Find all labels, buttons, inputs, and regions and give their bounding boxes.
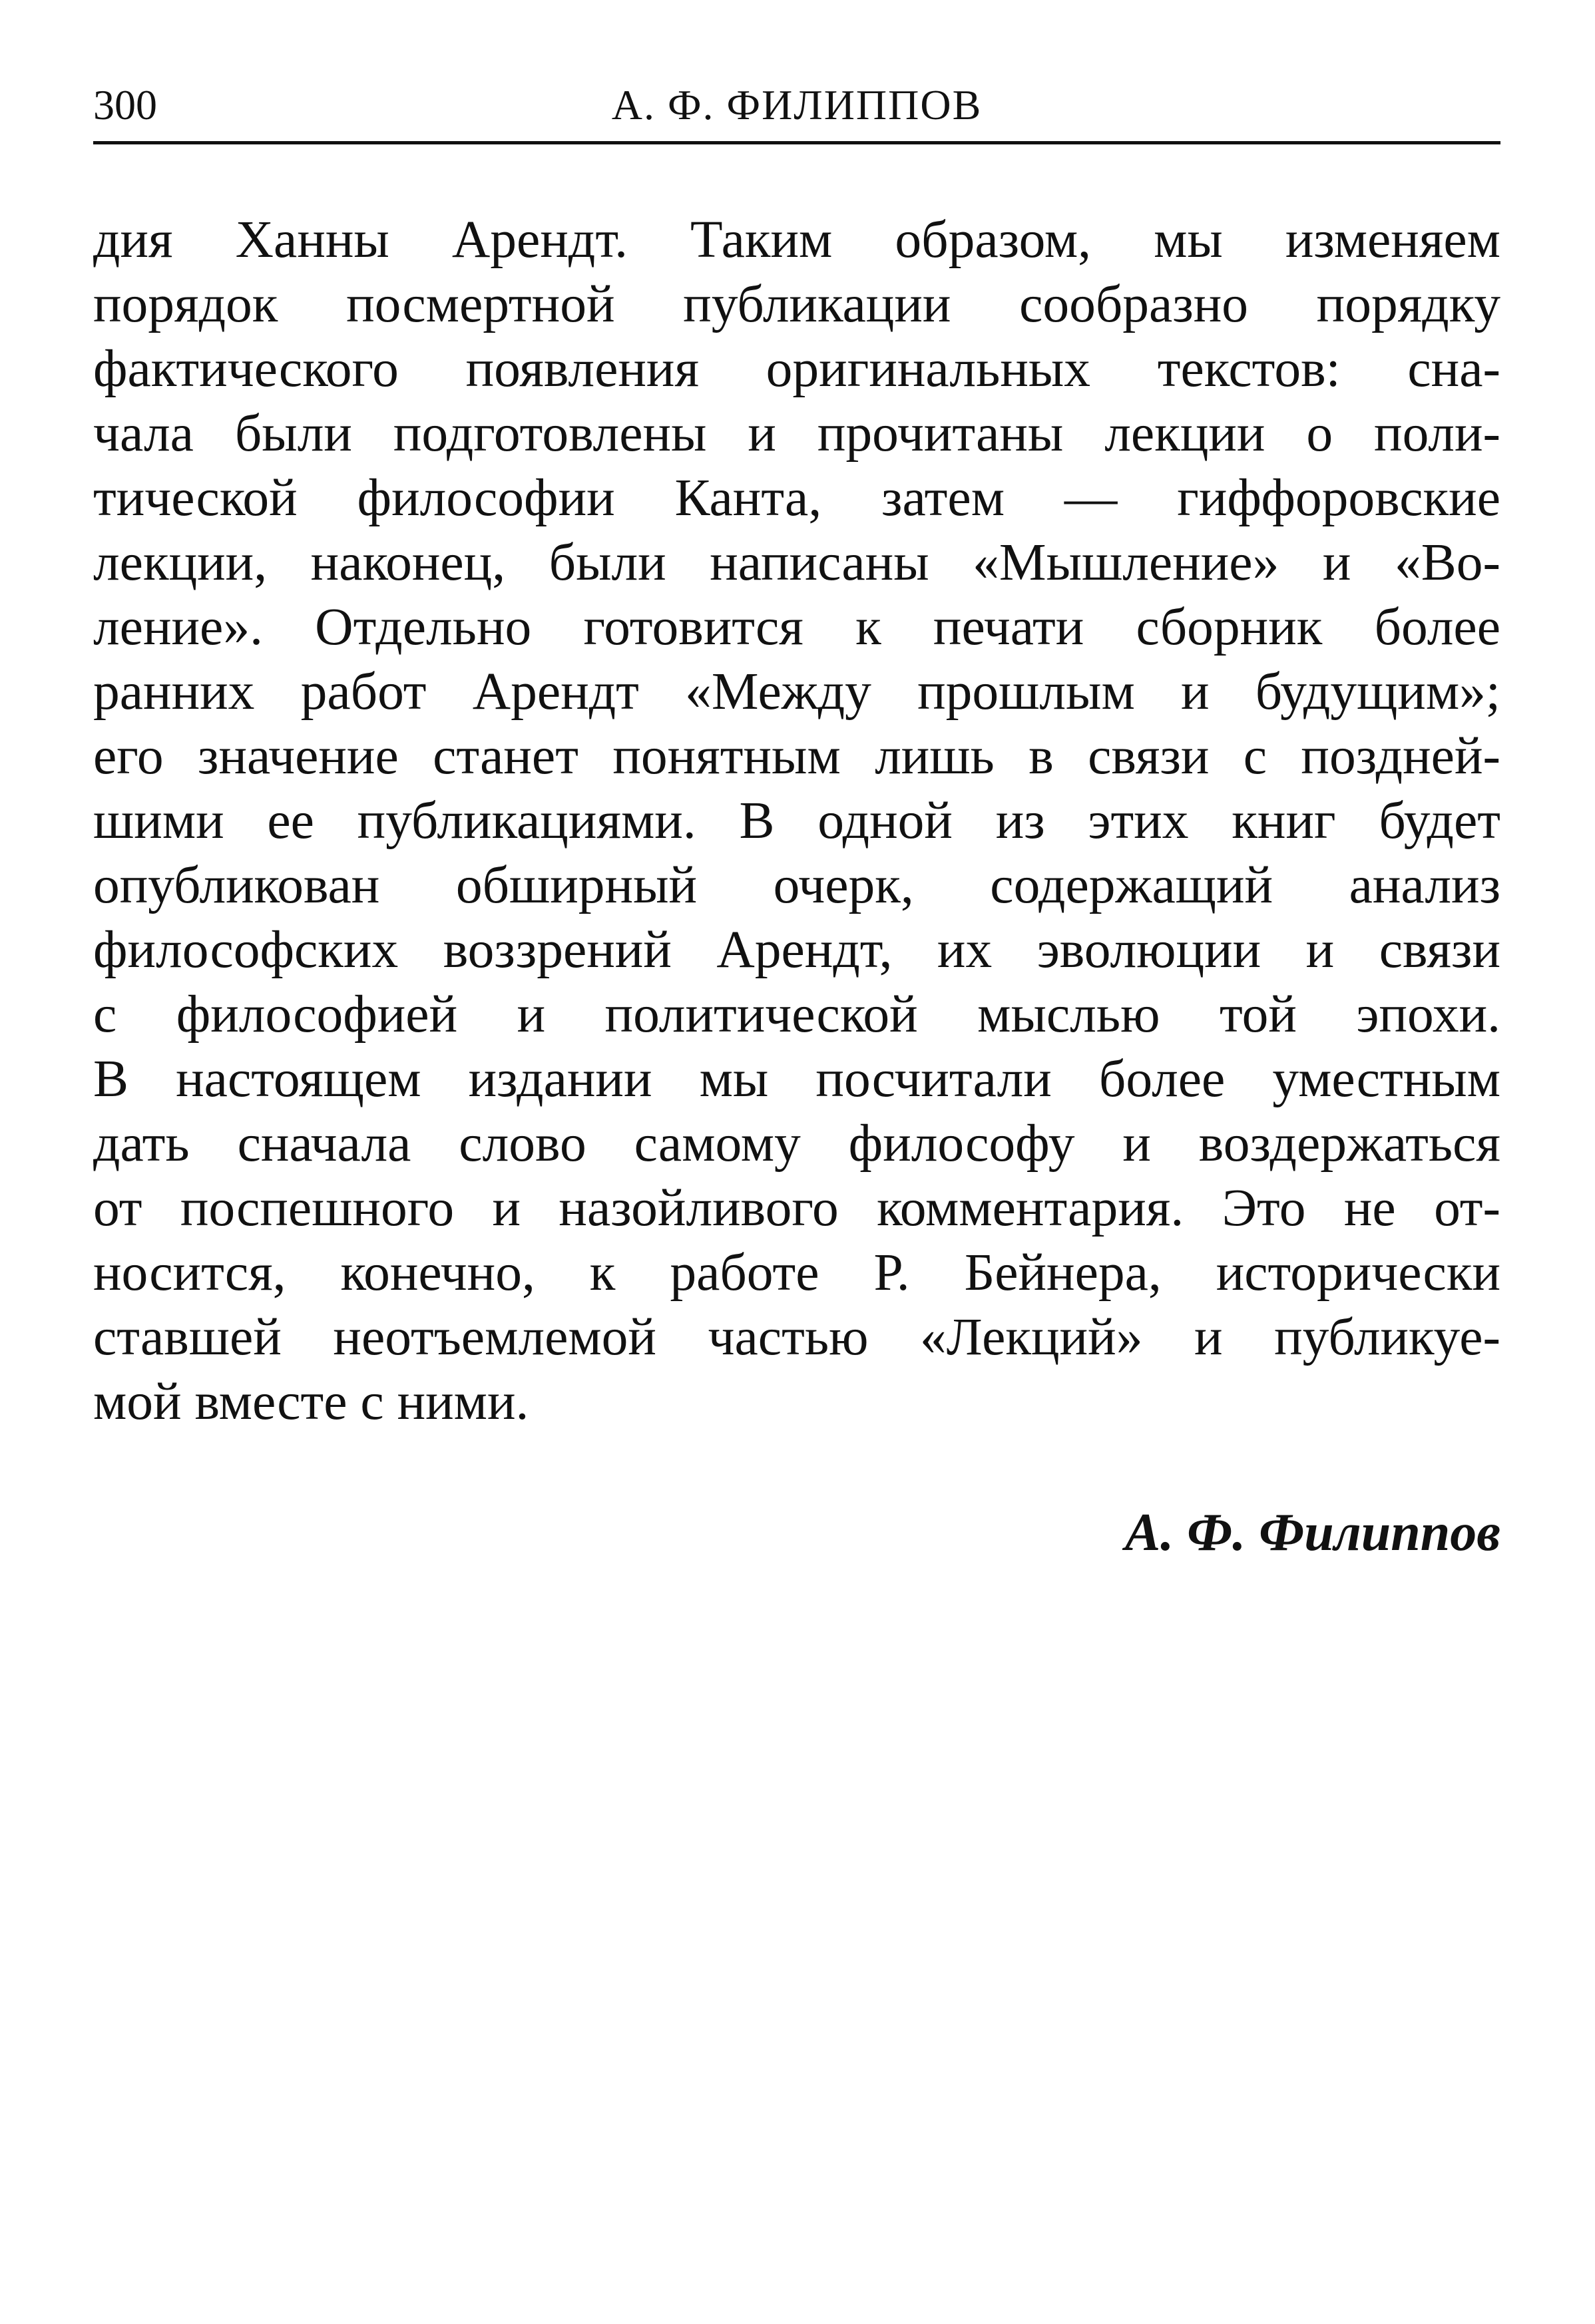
text-line: фактического появления оригинальных текстов: сна- (93, 339, 1500, 398)
text-line: его значение станет понятным лишь в связи с поздней- (93, 727, 1500, 785)
body-paragraph (93, 208, 1500, 1434)
text-line: лекции, наконец, были написаны «Мышление» и «Во- (93, 533, 1500, 592)
header-rule (93, 141, 1500, 144)
text-line: носится, конечно, к работе Р. Бейнера, исторически (93, 1243, 1500, 1302)
text-line: философских воззрений Арендт, их эволюции и связи (93, 920, 1500, 979)
text-line: чала были подготовлены и прочитаны лекции о поли- (93, 404, 1500, 463)
text-line: опубликован обширный очерк, содержащий анализ (93, 856, 1500, 914)
text-line: шими ее публикациями. В одной из этих книг будет (93, 791, 1500, 850)
running-title: А. Ф. ФИЛИППОВ (611, 81, 983, 128)
text-line: дия Ханны Арендт. Таким образом, мы изменяем (93, 210, 1500, 269)
running-head (93, 72, 1500, 138)
author-signature: А. Ф. Филиппов (1124, 1503, 1500, 1562)
text-line: В настоящем издании мы посчитали более уместным (93, 1050, 1500, 1108)
text-line: ранних работ Арендт «Между прошлым и будущим»; (93, 662, 1500, 721)
page-number: 300 (93, 81, 157, 128)
text-line: ление». Отдельно готовится к печати сборник более (93, 598, 1500, 656)
text-line: дать сначала слово самому философу и воздержаться (93, 1114, 1500, 1173)
text-line: с философией и политической мыслью той эпохи. (93, 985, 1500, 1044)
text-line: от поспешного и назойливого комментария. Это не от- (93, 1179, 1500, 1237)
text-line: тической философии Канта, затем — гиффоровские (93, 469, 1500, 527)
text-line: ставшей неотъемлемой частью «Лекций» и публикуе- (93, 1308, 1500, 1366)
text-line: порядок посмертной публикации сообразно порядку (93, 275, 1500, 333)
text-line-last: мой вместе с ними. (93, 1372, 529, 1431)
